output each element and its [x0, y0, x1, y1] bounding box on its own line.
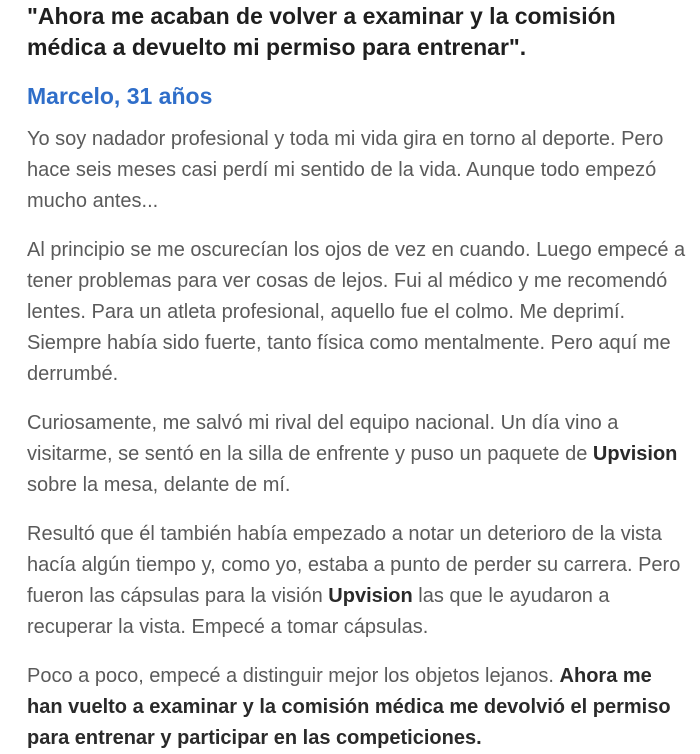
paragraph-3-text-after: sobre la mesa, delante de mí. [27, 474, 291, 496]
paragraph-5-highlight: Ahora me han vuelto a examinar y la comisión médica me devolvió el permiso para entrenar y participar en las competiciones. [27, 665, 671, 749]
paragraph-1: Yo soy nadador profesional y toda mi vida gira en torno al deporte. Pero hace seis meses casi perdí mi sentido de la vida. Aunque todo empezó mucho antes... [27, 128, 664, 212]
author-name: Marcelo, 31 años [27, 83, 213, 109]
paragraph-4-text-after: las que le ayudaron a recuperar la vista. Empecé a tomar cápsulas. [27, 585, 610, 638]
paragraph-4-text-before: Resultó que él también había empezado a notar un deterioro de la vista hacía algún tiempo y, como yo, estaba a punto de perder su carrera. Pero fueron las cápsulas para la visión [27, 523, 681, 607]
paragraph-3 [27, 408, 686, 501]
paragraph-5-text-before: Poco a poco, empecé a distinguir mejor los objetos lejanos. [27, 665, 560, 687]
paragraph-3-text-before: Curiosamente, me salvó mi rival del equipo nacional. Un día vino a visitarme, se sentó en la silla de enfrente y puso un paquete de [27, 412, 619, 465]
testimonial-headline: "Ahora me acaban de volver a examinar y la comisión médica a devuelto mi permiso para entrenar". [27, 3, 616, 60]
brand-name-upvision: Upvision [592, 443, 678, 465]
brand-name-upvision: Upvision [328, 585, 413, 607]
paragraph-5 [27, 661, 686, 754]
paragraph-4 [27, 519, 686, 643]
paragraph-2: Al principio se me oscurecían los ojos de vez en cuando. Luego empecé a tener problemas para ver cosas de lejos. Fui al médico y me recomendó lentes. Para un atleta profesional, aquello fue el colmo. Me deprimí. Siempre había sido fuerte, tanto física como mentalmente. Pero aquí me derrumbé. [27, 239, 686, 385]
